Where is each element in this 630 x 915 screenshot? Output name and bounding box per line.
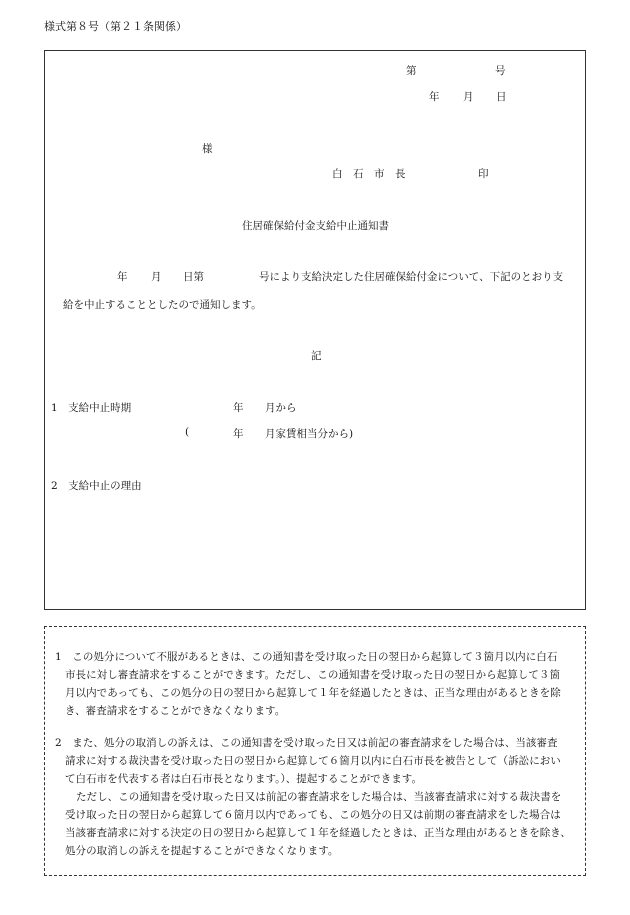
body-line2: 給を中止することとしたので通知します。 (63, 299, 262, 311)
note2-line5: 受け取った日の翌日から起算して６箇月以内であっても、この処分の日又は前期の審査請求をした場合は (65, 809, 561, 821)
item1-paren-year: 年 (233, 428, 244, 440)
body-day-no: 日第 (183, 271, 204, 283)
date-month: 月 (463, 91, 474, 103)
item2-label: 2 支給中止の理由 (51, 480, 142, 492)
note2-line6: 当該審査請求に対する決定の日の翌日から起算して１年を経過したときは、正当な理由があるときを除き、 (65, 827, 571, 839)
item1-paren-open: ( (185, 426, 190, 438)
number-suffix: 号 (495, 65, 506, 77)
item1-label: 1 支給中止時期 (51, 402, 132, 414)
issuer-name: 白 石 市 長 (332, 168, 406, 180)
ki-heading: 記 (311, 350, 322, 362)
form-number-label: 様式第８号（第２１条関係） (44, 20, 187, 33)
appeal-notice-box (44, 626, 586, 876)
addressee-suffix: 様 (202, 143, 213, 155)
number-prefix: 第 (406, 65, 417, 77)
note2-line4: ただし、この通知書を受け取った日又は前記の審査請求をした場合は、当該審査請求に対する裁決書を (76, 791, 562, 803)
date-day: 日 (496, 91, 507, 103)
document-title: 住居確保給付金支給中止通知書 (242, 220, 389, 232)
body-month: 月 (151, 271, 162, 283)
note1-line1: 1 この処分について不服があるときは、この通知書を受け取った日の翌日から起算して３箇月以内に白石 (55, 651, 558, 663)
item1-year: 年 (233, 402, 244, 414)
item1-paren-rest: 月家賃相当分から) (265, 428, 354, 440)
note1-line4: き、審査請求をすることができなくなります。 (65, 705, 286, 717)
seal-mark: 印 (478, 168, 489, 180)
note2-line3: て白石市を代表する者は白石市長となります。）、提起することができます。 (65, 773, 423, 785)
date-year: 年 (429, 91, 440, 103)
note1-line3: 月以内であっても、この処分の日の翌日から起算して１年を経過したときは、正当な理由があるときを除 (65, 687, 561, 699)
item1-month-from: 月から (265, 402, 297, 414)
note2-line7: 処分の取消しの訴えを提起することができなくなります。 (65, 845, 339, 857)
note2-line1: 2 また、処分の取消しの訴えは、この通知書を受け取った日又は前記の審査請求をした場合は、当該審査 (55, 737, 558, 749)
note2-line2: 請求に対する裁決書を受け取った日の翌日から起算して６箇月以内に白石市長を被告として（訴訟におい (65, 755, 561, 767)
body-year: 年 (117, 271, 128, 283)
note1-line2: 市長に対し審査請求をすることができます。ただし、この通知書を受け取った日の翌日から起算して３箇 (65, 669, 561, 681)
notice-main-frame (44, 50, 586, 610)
body-line1: 号により支給決定した住居確保給付金について、下記のとおり支 (259, 271, 564, 283)
